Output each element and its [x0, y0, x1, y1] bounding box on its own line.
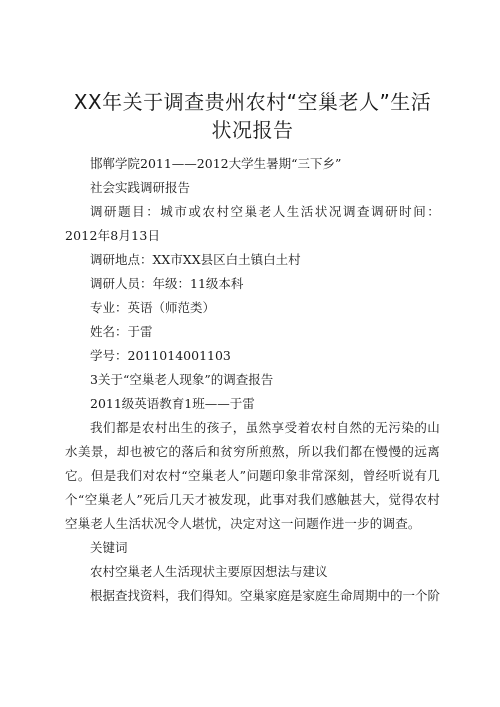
- last-paragraph: 根据查找资料，我们得知。空巢家庭是家庭生命周期中的一个阶: [90, 588, 441, 603]
- text-line-student-id: 学号：2011014001103: [90, 348, 231, 363]
- text-line-researcher: 调研人员：年级：11级本科: [90, 276, 244, 291]
- text-line-class: 2011级英语教育1班——于雷: [90, 396, 255, 411]
- text-line-report-title: 3关于“空巢老人现象”的调查报告: [90, 372, 274, 387]
- document-title: XX年关于调查贵州农村“空巢老人”生活状况报告: [73, 90, 432, 142]
- intro-paragraph: 我们都是农村出生的孩子，虽然享受着农村自然的无污染的山水美景，却也被它的落后和贫穷所煎熬，所以我们都在慢慢的远离它。但是我们对农村“空巢老人”问题印象非常深刻，曾经听说有几个“空巢老人”死后几天才被发现，此事对我们感触甚大，觉得农村空巢老人生活状况令人堪忧，决定对这一问题作进一步的调查。: [65, 420, 440, 531]
- text-line-college: 邯郸学院2011——2012大学生暑期“三下乡”: [90, 156, 342, 171]
- keywords-heading: 关键词: [90, 540, 128, 555]
- text-line-report-type: 社会实践调研报告: [90, 180, 191, 195]
- text-line-location: 调研地点：XX市XX县区白土镇白土村: [90, 252, 301, 267]
- text-line-research-topic: 调研题目：城市或农村空巢老人生活状况调查调研时间：2012年8月13日: [65, 204, 440, 243]
- keywords-line: 农村空巢老人生活现状主要原因想法与建议: [90, 564, 328, 579]
- text-line-major: 专业：英语（师范类）: [90, 300, 216, 315]
- text-line-name: 姓名：于雷: [90, 324, 153, 339]
